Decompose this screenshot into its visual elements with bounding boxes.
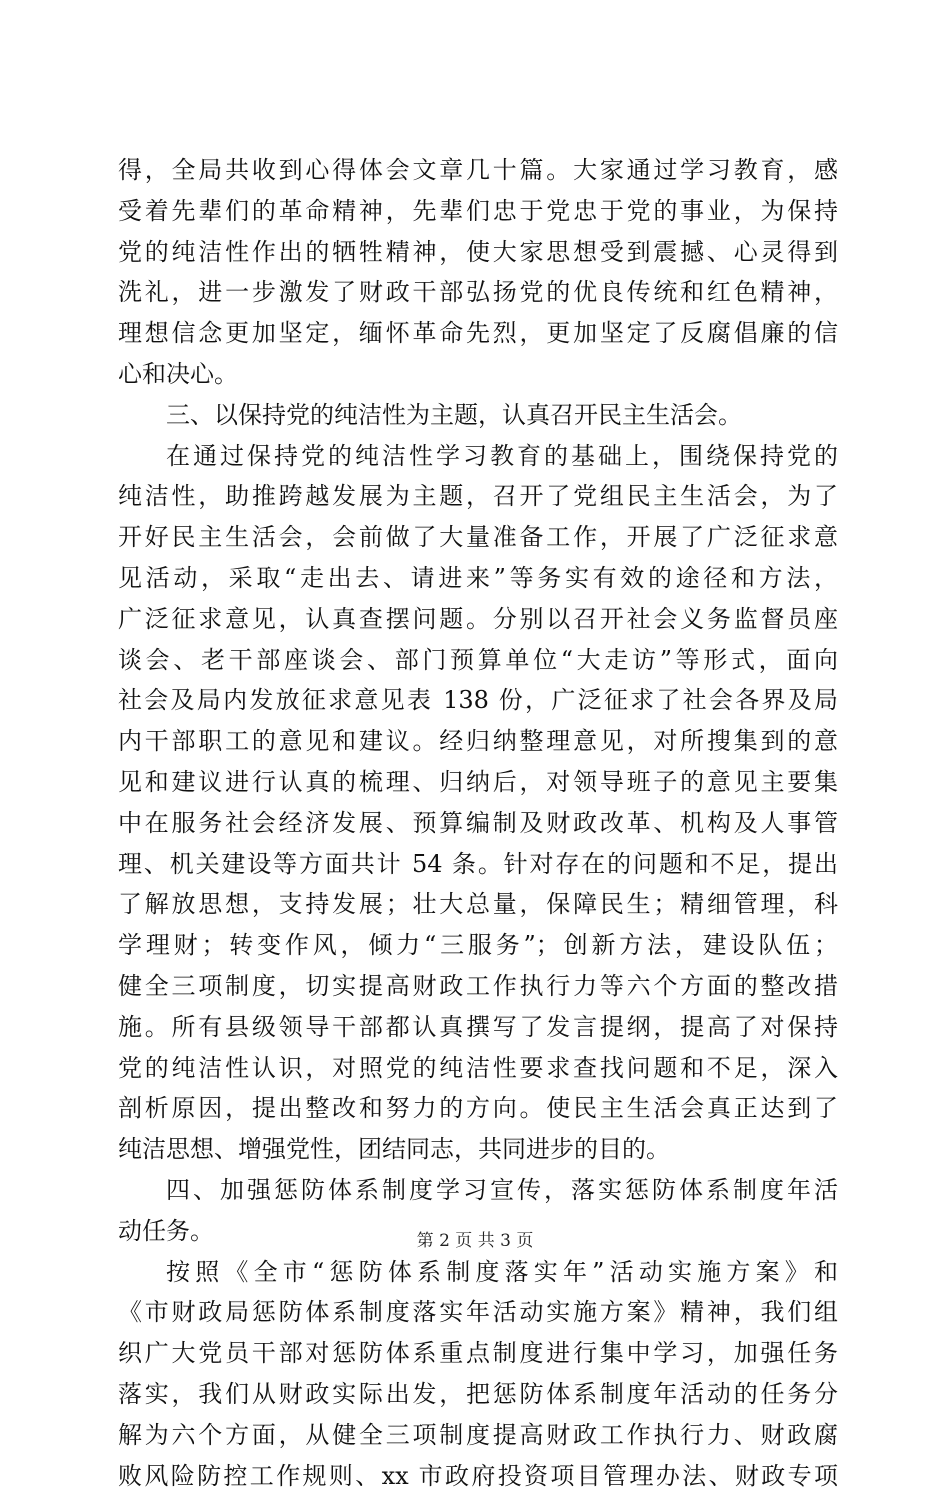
text-line: [118, 803, 838, 844]
text-line: [118, 436, 838, 477]
text-line-content: 社会及局内发放征求意见表 138 份，广泛征求了社会各界及局: [118, 680, 838, 721]
text-line: [118, 1007, 838, 1048]
text-line-content: 见活动，采取“走出去、请进来”等务实有效的途径和方法，: [118, 558, 838, 599]
text-line-content: 三、以保持党的纯洁性为主题，认真召开民主生活会。: [166, 395, 742, 436]
text-line: [118, 1252, 838, 1293]
text-line-content: 学理财；转变作风，倾力“三服务”；创新方法，建设队伍；: [118, 925, 838, 966]
text-line: [118, 395, 838, 436]
text-line: [118, 1415, 838, 1456]
page-footer: 第 2 页 共 3 页: [0, 1229, 950, 1253]
text-line: [118, 844, 838, 885]
text-line: [118, 762, 838, 803]
text-line: [118, 1088, 838, 1129]
text-line: [118, 272, 838, 313]
text-line-content: 党的纯洁性认识，对照党的纯洁性要求查找问题和不足，深入: [118, 1048, 838, 1089]
text-line: [118, 517, 838, 558]
text-line-content: 解为六个方面，从健全三项制度提高财政工作执行力、财政腐: [118, 1415, 838, 1456]
text-line-content: 受着先辈们的革命精神，先辈们忠于党忠于党的事业，为保持: [118, 191, 838, 232]
text-line-content: 理想信念更加坚定，缅怀革命先烈，更加坚定了反腐倡廉的信: [118, 313, 838, 354]
text-line: [118, 966, 838, 1007]
text-line-content: 得，全局共收到心得体会文章几十篇。大家通过学习教育，感: [118, 150, 838, 191]
text-line: [118, 1333, 838, 1374]
text-line: [118, 884, 838, 925]
text-line-content: 心和决心。: [118, 354, 238, 395]
text-line: [118, 1456, 838, 1496]
text-line: [118, 558, 838, 599]
text-line-content: 四、加强惩防体系制度学习宣传，落实惩防体系制度年活: [166, 1170, 838, 1211]
text-line-content: 纯洁性，助推跨越发展为主题，召开了党组民主生活会，为了: [118, 476, 838, 517]
text-line-content: 在通过保持党的纯洁性学习教育的基础上，围绕保持党的: [166, 436, 838, 477]
text-line-content: 落实，我们从财政实际出发，把惩防体系制度年活动的任务分: [118, 1374, 838, 1415]
text-line-content: 《市财政局惩防体系制度落实年活动实施方案》精神，我们组: [118, 1292, 838, 1333]
text-line-content: 广泛征求意见，认真查摆问题。分别以召开社会义务监督员座: [118, 599, 838, 640]
text-line-content: 洗礼，进一步激发了财政干部弘扬党的优良传统和红色精神，: [118, 272, 838, 313]
text-line: [118, 354, 838, 395]
text-line-content: 败风险防控工作规则、xx 市政府投资项目管理办法、财政专项: [118, 1456, 838, 1496]
text-line: [118, 150, 838, 191]
text-line-content: 按照《全市“惩防体系制度落实年”活动实施方案》和: [166, 1252, 838, 1293]
text-line-content: 内干部职工的意见和建议。经归纳整理意见，对所搜集到的意: [118, 721, 838, 762]
text-line: [118, 1292, 838, 1333]
text-line: [118, 680, 838, 721]
text-line-content: 动任务。: [118, 1211, 214, 1252]
text-line: [118, 599, 838, 640]
text-line-content: 谈会、老干部座谈会、部门预算单位“大走访”等形式，面向: [118, 640, 838, 681]
text-line: [118, 925, 838, 966]
text-line-content: 见和建议进行认真的梳理、归纳后，对领导班子的意见主要集: [118, 762, 838, 803]
document-body: [118, 150, 838, 1496]
text-line: [118, 721, 838, 762]
text-line: [118, 1048, 838, 1089]
text-line-content: 开好民主生活会，会前做了大量准备工作，开展了广泛征求意: [118, 517, 838, 558]
text-line: [118, 476, 838, 517]
text-line-content: 中在服务社会经济发展、预算编制及财政改革、机构及人事管: [118, 803, 838, 844]
text-line-content: 织广大党员干部对惩防体系重点制度进行集中学习，加强任务: [118, 1333, 838, 1374]
text-line: [118, 1374, 838, 1415]
text-line-content: 纯洁思想、增强党性，团结同志，共同进步的目的。: [118, 1129, 670, 1170]
text-line: [118, 191, 838, 232]
text-line-content: 了解放思想，支持发展；壮大总量，保障民生；精细管理，科: [118, 884, 838, 925]
text-line: [118, 1129, 838, 1170]
text-line: [118, 1170, 838, 1211]
text-line-content: 剖析原因，提出整改和努力的方向。使民主生活会真正达到了: [118, 1088, 838, 1129]
text-line-content: 施。所有县级领导干部都认真撰写了发言提纲，提高了对保持: [118, 1007, 838, 1048]
text-line-content: 党的纯洁性作出的牺牲精神，使大家思想受到震撼、心灵得到: [118, 232, 838, 273]
text-line: [118, 232, 838, 273]
text-line: [118, 640, 838, 681]
text-line: [118, 313, 838, 354]
text-line-content: 健全三项制度，切实提高财政工作执行力等六个方面的整改措: [118, 966, 838, 1007]
text-line-content: 理、机关建设等方面共计 54 条。针对存在的问题和不足，提出: [118, 844, 838, 885]
